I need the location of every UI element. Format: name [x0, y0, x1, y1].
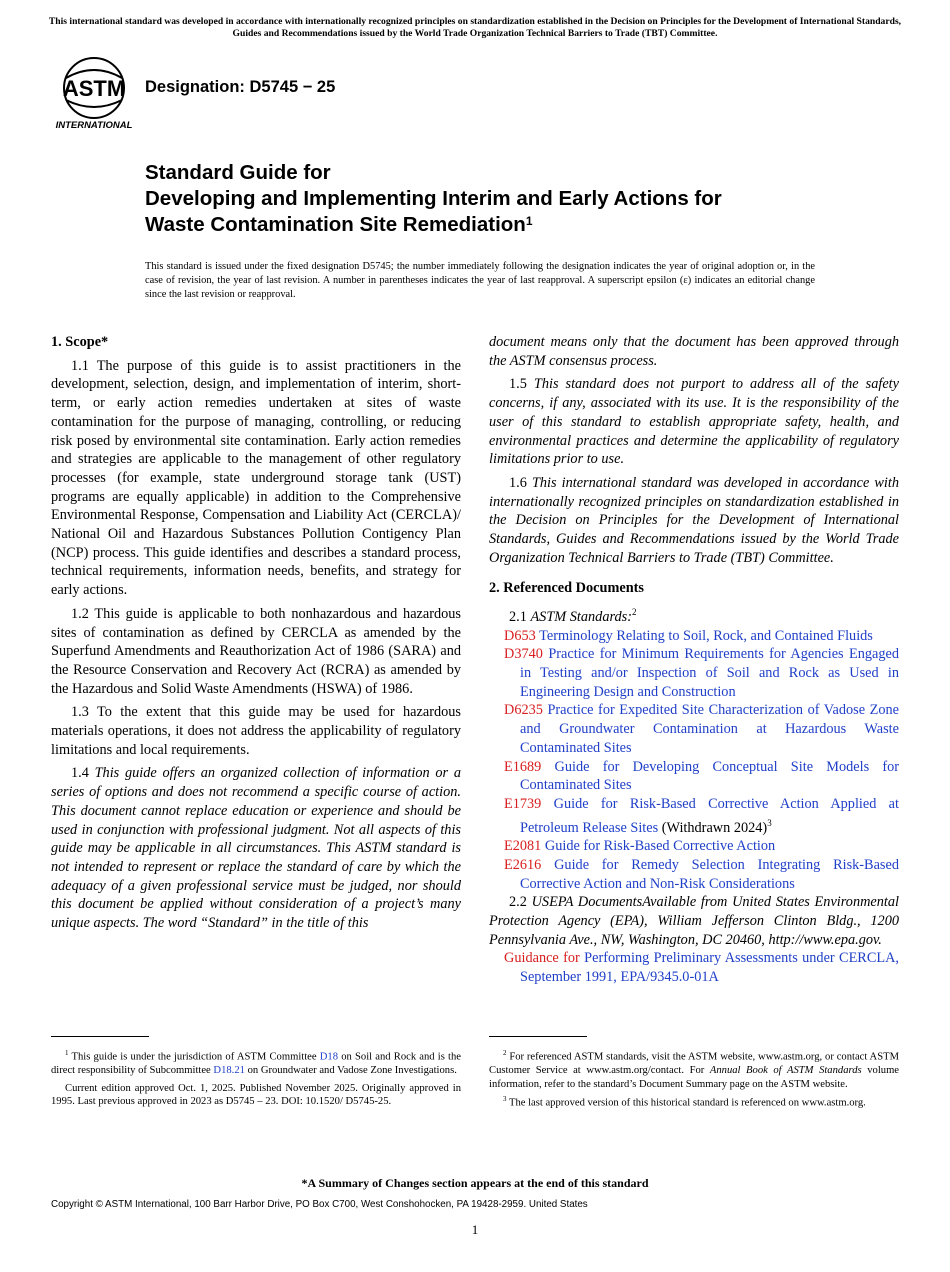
fn3-mark: 3 [503, 1095, 507, 1104]
standard-title [145, 160, 865, 238]
scope-heading: 1. Scope* [51, 334, 109, 350]
ref-title[interactable]: Practice for Minimum Requirements for Agencies Engaged in Testing and/or Inspection of Soil and Rock as Used in Engineering Design and Construction [520, 646, 899, 700]
tbt-notice: This international standard was developed in accordance with internationally recognized principles on standardization established in the Decision on Principles for the Development of International Standards, Guides and Recommendations issued by the World Trade Organization Technical Barriers to Trade (TBT) Committee. [48, 16, 902, 39]
para-1-6-num: 1.6 [509, 474, 527, 491]
ref-item[interactable] [489, 856, 899, 893]
logo-text: ASTM [62, 76, 126, 101]
ref-code[interactable]: E1689 [504, 758, 542, 775]
edition-note: Current edition approved Oct. 1, 2025. Published November 2025. Originally approved in 1995. Last previous approved in 2023 as D5745 – 23. DOI: 10.1520/ D5745-25. [51, 1082, 461, 1108]
ref-item[interactable] [489, 758, 899, 795]
summary-of-changes-note: *A Summary of Changes section appears at the end of this standard [301, 1176, 649, 1190]
footnote-divider [51, 1036, 149, 1037]
ref-title[interactable]: Guide for Developing Conceptual Site Models for Contaminated Sites [520, 758, 900, 794]
ref-title[interactable]: Guide for Remedy Selection Integrating Risk-Based Corrective Action and Non-Risk Considerations [520, 856, 899, 892]
ref-code[interactable]: E2081 [504, 838, 542, 855]
ref-item[interactable] [489, 645, 899, 701]
para-1-4-num: 1.4 [71, 765, 89, 782]
ref-item[interactable] [489, 701, 899, 757]
ref-code[interactable]: D653 [504, 627, 536, 644]
fn1-mark: 1 [65, 1049, 69, 1057]
ref-item[interactable] [489, 837, 899, 856]
subcommittee-link[interactable]: D18.21 [213, 1065, 245, 1077]
fn1-text-b: on Soil and Rock and is the direct responsibility of Subcommittee [51, 1051, 461, 1077]
para-1-6 [489, 474, 899, 568]
epa-ref-code[interactable]: Guidance for [504, 950, 580, 967]
ref-withdrawn: (Withdrawn 2024) [658, 819, 768, 836]
title-line-3: Waste Contamination Site Remediation [145, 213, 526, 236]
logo-subtext: INTERNATIONAL [55, 120, 133, 131]
committee-link[interactable]: D18 [319, 1051, 339, 1063]
ref-item[interactable] [489, 795, 899, 837]
ref-title[interactable]: Guide for Risk-Based Corrective Action Applied at Petroleum Release Sites [520, 795, 900, 836]
epa-ref-item[interactable] [489, 949, 899, 986]
title-line-2: Developing and Implementing Interim and Early Actions for [145, 187, 722, 210]
referenced-heading: 2. Referenced Documents [489, 580, 644, 597]
ref-item[interactable] [489, 627, 899, 646]
para-1-4-text: This guide offers an organized collection of information or a series of options and does not recommend a specific course of action. This document cannot replace education or experience and should be used in conjunction with professional judgment. Not all aspects of this guide may be applicable in all circumstances. This ASTM standard is not intended to represent or replace the standard of care by which the adequacy of a given professional service must be judged, nor should this document be applied without consideration of a project’s many unique aspects. The word “Standard” in the title of this [51, 765, 461, 932]
epa-ref-title[interactable]: Performing Preliminary Assessments under CERCLA, September 1991, EPA/9345.0-01A [520, 950, 900, 986]
para-1-2: 1.2 This guide is applicable to both nonhazardous and hazardous sites of contamination as defined by CERCLA as amended by the Superfund Amendments and Reauthorization Act of 1986 (SARA) and the Resource Conservation and Recovery Act (RCRA) as amended by the Hazardous and Solid Waste Amendments (HSWA) of 1986. [51, 605, 461, 697]
copyright: Copyright © ASTM International, 100 Barr Harbor Drive, PO Box C700, West Conshohocken, PA 19428-2959. United States [51, 1199, 588, 1210]
astm-label: ASTM Standards: [530, 608, 632, 625]
left-column [51, 333, 461, 933]
ref-title[interactable]: Practice for Expedited Site Characterization of Vadose Zone and Groundwater Contamination at Hazardous Waste Contaminated Sites [520, 702, 899, 756]
para-1-4-continued: document means only that the document has been approved through the ASTM consensus process. [489, 334, 899, 369]
footnote-1 [51, 1047, 461, 1078]
right-column [489, 333, 899, 987]
footnote-divider [489, 1036, 587, 1037]
title-line-1: Standard Guide for [145, 161, 331, 184]
astm-standards-label [489, 603, 899, 626]
ref-code[interactable]: E2616 [504, 856, 542, 873]
fn3-text: The last approved version of this historical standard is referenced on www.astm.org. [508, 1097, 866, 1109]
astm-num: 2.1 [509, 608, 527, 625]
title-footnote-mark: 1 [525, 214, 533, 228]
ref-title[interactable]: Terminology Relating to Soil, Rock, and Contained Fluids [539, 627, 873, 644]
ref-code[interactable]: D3740 [504, 646, 543, 663]
fn2-mark: 2 [503, 1049, 507, 1057]
intro-paragraph: This standard is issued under the fixed designation D5745; the number immediately following the designation indicates the year of original adoption or, in the case of revision, the year of last revision. A number in parentheses indicates the year of last reapproval. A superscript epsilon (ε) indicates an editorial change since the last revision or reapproval. [145, 261, 815, 300]
para-1-1: 1.1 The purpose of this guide is to assist practitioners in the development, selection, design, and implementation of interim, short-term, or early action remedies undertaken at sites of waste contamination for the purpose of managing, controlling, or reducing risk posed by environmental site contamination. Early action remedies and strategies are applicable to the management of other regulatory processes (for example, state underground storage tank (UST) programs are equally applicable) in addition to the Comprehensive Environmental Response, Compensation and Liability Act (CERCLA)/ National Oil and Hazardous Substances Pollution Contigency Plan (NCP) process. This guide identifies and describes a standard process, technical requirements, information needs, benefits, and strategy for early actions. [51, 357, 461, 599]
page-number: 1 [471, 1222, 479, 1237]
epa-documents [489, 893, 899, 949]
astm-footnote-mark: 2 [632, 607, 637, 618]
para-1-5 [489, 375, 899, 469]
withdrawn-footnote-mark: 3 [767, 817, 772, 828]
ref-title[interactable]: Guide for Risk-Based Corrective Action [544, 838, 776, 855]
footnote-2 [489, 1047, 899, 1091]
fn2-italic: Annual Book of ASTM Standards [709, 1065, 862, 1077]
epa-text: USEPA DocumentsAvailable from United States Environmental Protection Agency (EPA), William Jefferson Clinton Bldg., 1200 Pennsylvania Ave., NW, Washington, DC 20460, http://www.epa.gov. [489, 894, 900, 948]
para-1-6-text: This international standard was developed in accordance with internationally recognized principles on standardization established in the Decision on Principles for the Development of International Standards, Guides and Recommendations issued by the World Trade Organization Technical Barriers to Trade (TBT) Committee. [489, 474, 900, 566]
fn1-text-a: This guide is under the jurisdiction of ASTM Committee [71, 1051, 317, 1063]
para-1-5-text: This standard does not purport to address all of the safety concerns, if any, associated with its use. It is the responsibility of the user of this standard to establish appropriate safety, health, and environmental practices and determine the applicability of regulatory limitations prior to use. [489, 376, 899, 468]
para-1-4 [51, 764, 461, 932]
epa-num: 2.2 [509, 894, 527, 911]
astm-logo-icon [52, 56, 136, 132]
designation: Designation: D5745 − 25 [145, 78, 336, 96]
fn1-text-c: on Groundwater and Vadose Zone Investigations. [247, 1065, 457, 1077]
footnotes-left [51, 1036, 461, 1109]
fn2-text-a: For referenced ASTM standards, visit the ASTM website, www.astm.org, or contact ASTM Customer Service at www.astm.org/contact. For [489, 1051, 899, 1077]
ref-code[interactable]: D6235 [504, 702, 543, 719]
footnotes-right [489, 1036, 899, 1110]
fn2-text-b: volume information, refer to the standard’s Document Summary page on the ASTM website. [489, 1065, 900, 1090]
ref-code[interactable]: E1739 [504, 795, 542, 812]
para-1-3: 1.3 To the extent that this guide may be used for hazardous materials operations, it does not address the applicability of regulatory limitations and local requirements. [51, 704, 461, 758]
footnote-3 [489, 1093, 899, 1110]
para-1-5-num: 1.5 [509, 376, 527, 393]
